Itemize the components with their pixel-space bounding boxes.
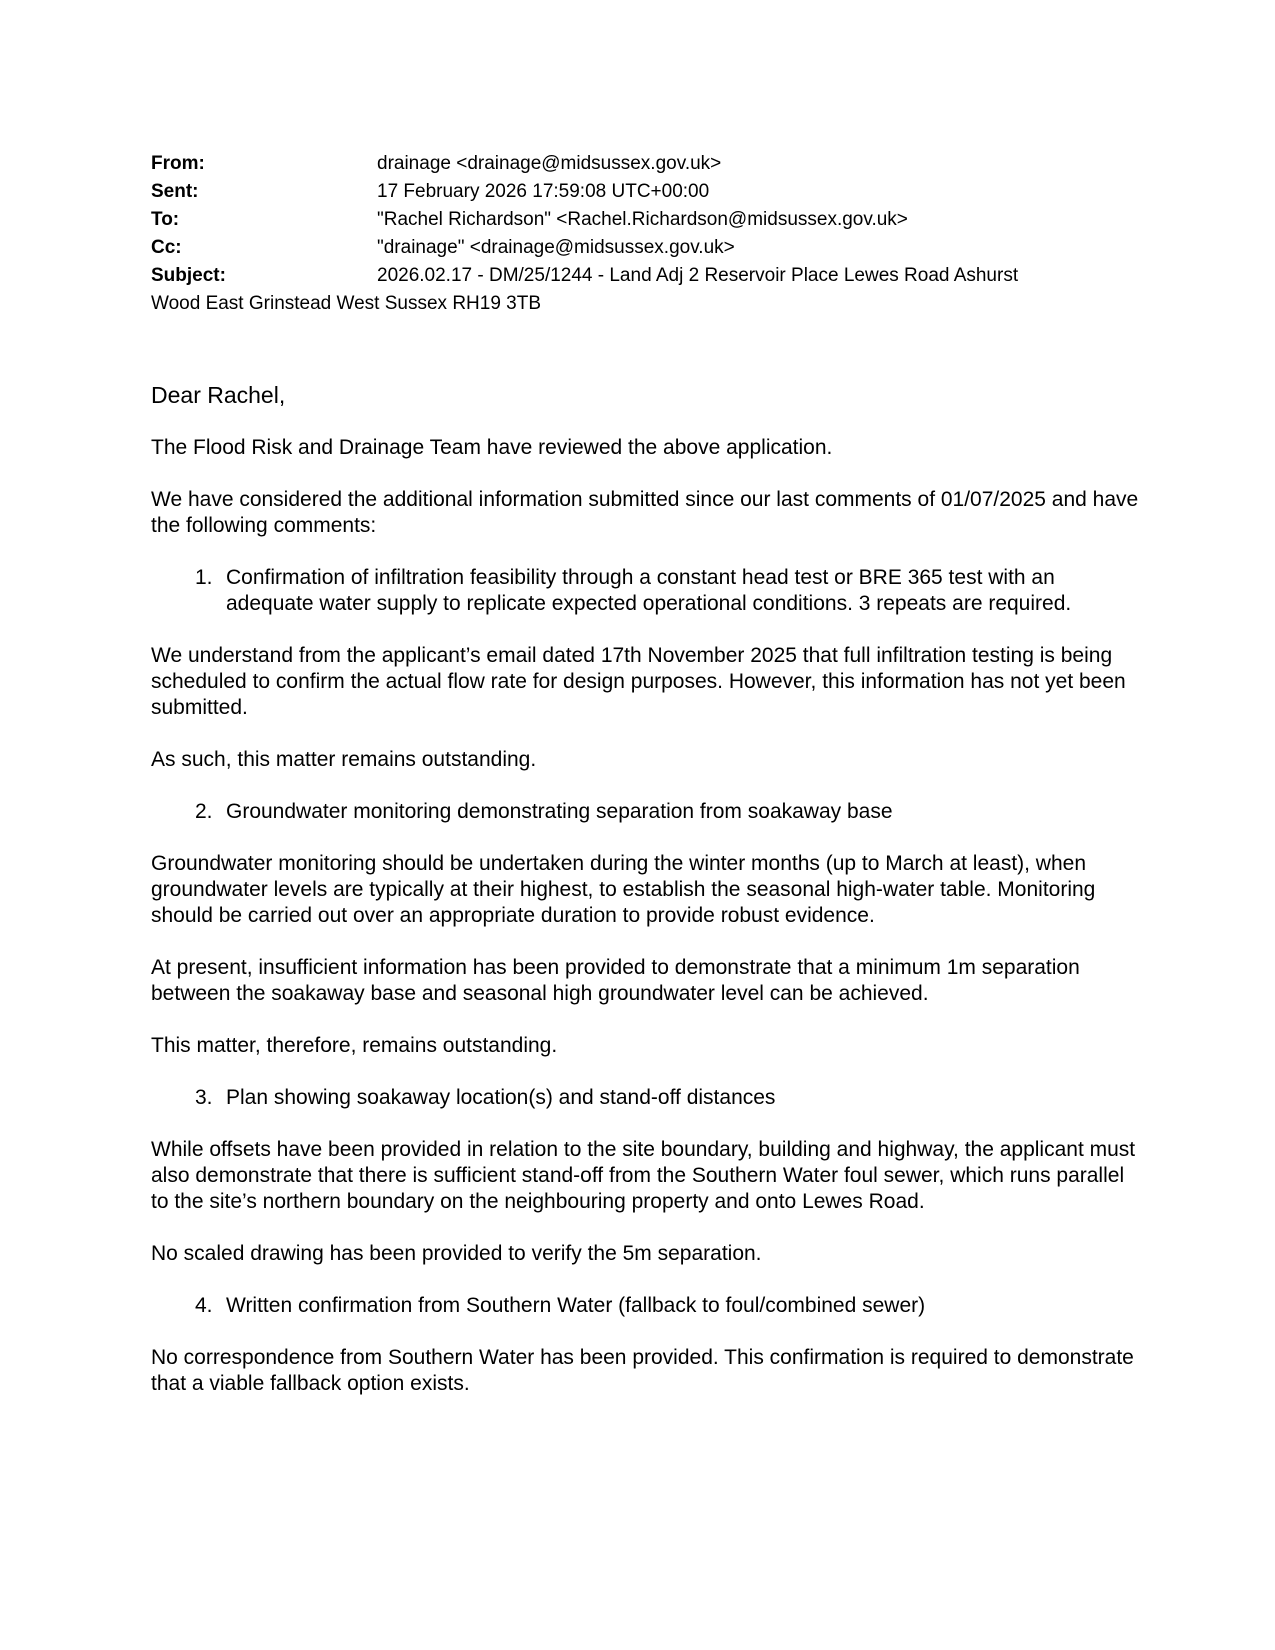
from-value: drainage <drainage@midsussex.gov.uk> [377,153,722,174]
email-header [151,150,1141,318]
greeting: Dear Rachel, [151,382,286,408]
item-1-heading-text: Confirmation of infiltration feasibility through a constant head test or BRE 365 test with an adequate water supply to replicate expected operational conditions. 3 repeats are required. [226,566,1072,615]
item-2-paragraph-1: Groundwater monitoring should be undertaken during the winter months (up to March at least), when groundwater levels are typically at their highest, to establish the seasonal high-water table. Monitoring should be carried out over an appropriate duration to provide robust evidence. [151,852,1096,927]
intro-paragraph: The Flood Risk and Drainage Team have reviewed the above application. [151,436,833,459]
cc-value: "drainage" <drainage@midsussex.gov.uk> [377,237,735,258]
item-4-heading-text: Written confirmation from Southern Water (fallback to foul/combined sewer) [226,1294,926,1317]
considered-paragraph: We have considered the additional information submitted since our last comments of 01/07/2025 and have the following comments: [151,488,1139,537]
item-4-number: 4. [195,1294,213,1317]
cc-label: Cc: [151,237,182,258]
email-document [151,150,1141,1423]
sent-label: Sent: [151,181,199,202]
item-4-paragraph-1: No correspondence from Southern Water has been provided. This confirmation is required to demonstrate that a viable fallback option exists. [151,1346,1134,1395]
item-2-heading [151,799,1141,825]
to-label: To: [151,209,180,230]
item-1-paragraph-2: As such, this matter remains outstanding. [151,748,537,771]
item-2-paragraph-2: At present, insufficient information has been provided to demonstrate that a minimum 1m separation between the soakaway base and seasonal high groundwater level can be achieved. [151,956,1080,1005]
item-1-heading [151,565,1141,617]
cc-row [151,234,1141,262]
subject-value-line1: 2026.02.17 - DM/25/1244 - Land Adj 2 Reservoir Place Lewes Road Ashurst [377,265,1019,286]
sent-value: 17 February 2026 17:59:08 UTC+00:00 [377,181,710,202]
subject-label: Subject: [151,265,226,286]
item-1-paragraph-1: We understand from the applicant’s email dated 17th November 2025 that full infiltration testing is being scheduled to confirm the actual flow rate for design purposes. However, this information has not yet been submitted. [151,644,1126,719]
item-3-paragraph-1: While offsets have been provided in relation to the site boundary, building and highway, the applicant must also demonstrate that there is sufficient stand-off from the Southern Water foul sewer, which runs parallel to the site’s northern boundary on the neighbouring property and onto Lewes Road. [151,1138,1136,1213]
item-3-heading-text: Plan showing soakaway location(s) and stand-off distances [226,1086,776,1109]
subject-row [151,262,1141,290]
item-2-heading-text: Groundwater monitoring demonstrating separation from soakaway base [226,800,893,823]
email-body [151,382,1141,1397]
from-label: From: [151,153,205,174]
item-2-number: 2. [195,800,213,823]
item-3-heading [151,1085,1141,1111]
item-3-paragraph-2: No scaled drawing has been provided to verify the 5m separation. [151,1242,762,1265]
item-4-heading [151,1293,1141,1319]
sent-row [151,178,1141,206]
item-3-number: 3. [195,1086,213,1109]
subject-value-line2: Wood East Grinstead West Sussex RH19 3TB [151,293,542,314]
to-row [151,206,1141,234]
from-row [151,150,1141,178]
item-1-number: 1. [195,566,213,589]
to-value: "Rachel Richardson" <Rachel.Richardson@midsussex.gov.uk> [377,209,908,230]
item-2-paragraph-3: This matter, therefore, remains outstanding. [151,1034,558,1057]
